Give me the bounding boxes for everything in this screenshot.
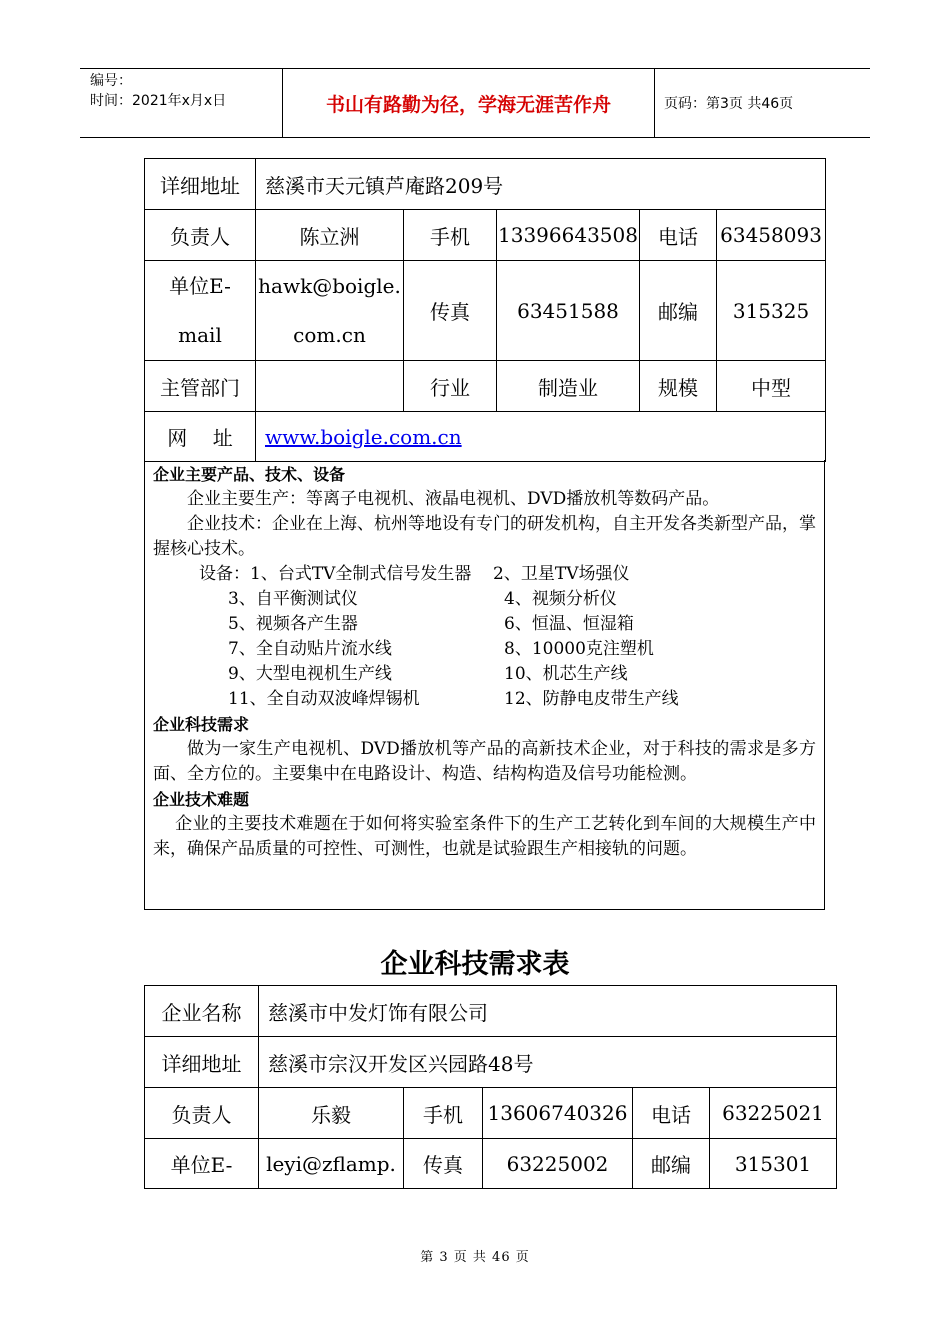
equipment-item: 6、恒温、恒湿箱 <box>504 614 634 634</box>
company-name-label: 企业名称 <box>145 986 259 1037</box>
number-label: 编号： <box>90 73 132 89</box>
scale-value: 中型 <box>717 361 826 412</box>
fax-value: 63225002 <box>483 1139 633 1189</box>
equipment-item: 12、防静电皮带生产线 <box>504 689 679 709</box>
zip-value: 315325 <box>717 261 826 361</box>
mobile-label: 手机 <box>404 210 497 261</box>
equipment-row <box>228 687 816 712</box>
email-value-line1: hawk@boigle. <box>258 273 401 298</box>
equipment-item: 9、大型电视机生产线 <box>228 664 392 684</box>
equipment-item: 8、10000克注塑机 <box>504 639 654 659</box>
industry-value: 制造业 <box>497 361 640 412</box>
equipment-list <box>153 587 816 712</box>
problems-paragraph: 企业的主要技术难题在于如何将实验室条件下的生产工艺转化到车间的大规模生产中来，确保产品质量的可控性、可测性，也就是试验跟生产相接轨的问题。 <box>153 814 816 859</box>
mobile-value: 13396643508 <box>497 210 640 261</box>
zip-value: 315301 <box>710 1139 837 1189</box>
contact-value: 陈立洲 <box>256 210 404 261</box>
header-meta <box>80 69 283 137</box>
section-heading-products: 企业主要产品、技术、设备 <box>153 465 346 484</box>
contact-label: 负责人 <box>145 1088 259 1139</box>
equipment-row <box>228 662 816 687</box>
form-title: 企业科技需求表 <box>380 949 570 980</box>
products-paragraph: 企业主要生产：等离子电视机、液晶电视机、DVD播放机等数码产品。 <box>187 489 720 509</box>
email-label-line2: mail <box>178 322 222 347</box>
website-link[interactable]: www.boigle.com.cn <box>265 424 462 449</box>
dept-label: 主管部门 <box>145 361 256 412</box>
equipment-row <box>228 587 816 612</box>
address-label: 详细地址 <box>145 159 256 210</box>
mobile-label: 手机 <box>404 1088 483 1139</box>
equipment-item: 11、全自动双波峰焊锡机 <box>228 689 420 709</box>
email-value-line2: com.cn <box>293 322 366 347</box>
email-label-line1: 单位E- <box>169 273 231 298</box>
section-heading-problems: 企业技术难题 <box>153 790 250 809</box>
time-label: 时间：2021年x月x日 <box>90 93 227 109</box>
company-name-value: 慈溪市中发灯饰有限公司 <box>259 986 837 1037</box>
equipment-row <box>228 637 816 662</box>
email-label: 单位E- <box>145 1139 259 1189</box>
equipment-item: 5、视频各产生器 <box>228 614 358 634</box>
equipment-item: 3、自平衡测试仪 <box>228 589 358 609</box>
address-value: 慈溪市天元镇芦庵路209号 <box>256 159 826 210</box>
fax-label: 传真 <box>404 1139 483 1189</box>
zip-label: 邮编 <box>633 1139 710 1189</box>
phone-label: 电话 <box>640 210 717 261</box>
contact-value: 乐毅 <box>259 1088 404 1139</box>
phone-value: 63458093 <box>717 210 826 261</box>
phone-label: 电话 <box>633 1088 710 1139</box>
equipment-row <box>228 612 816 637</box>
website-label: 网 址 <box>145 412 256 462</box>
email-value: leyi@zflamp. <box>259 1139 404 1189</box>
technology-paragraph: 企业技术：企业在上海、杭州等地设有专门的研发机构，自主开发各类新型产品，掌握核心技术。 <box>153 514 816 559</box>
page-header <box>80 68 870 138</box>
email-label <box>145 261 256 361</box>
header-motto: 书山有路勤为径，学海无涯苦作舟 <box>283 69 655 137</box>
phone-value: 63225021 <box>710 1088 837 1139</box>
section-heading-needs: 企业科技需求 <box>153 715 250 734</box>
scale-label: 规模 <box>640 361 717 412</box>
contact-label: 负责人 <box>145 210 256 261</box>
address-label: 详细地址 <box>145 1037 259 1088</box>
website-cell <box>256 412 826 462</box>
zip-label: 邮编 <box>640 261 717 361</box>
industry-label: 行业 <box>404 361 497 412</box>
address-value: 慈溪市宗汉开发区兴园路48号 <box>259 1037 837 1088</box>
fax-value: 63451588 <box>497 261 640 361</box>
mobile-value: 13606740326 <box>483 1088 633 1139</box>
equipment-intro: 设备：1、台式TV全制式信号发生器 2、卫星TV场强仪 <box>199 564 630 584</box>
equipment-item: 4、视频分析仪 <box>504 589 617 609</box>
company-info-table-2 <box>144 985 837 1189</box>
company-info-table-1 <box>144 158 826 462</box>
equipment-item: 10、机芯生产线 <box>504 664 628 684</box>
page-footer: 第 3 页 共 46 页 <box>420 1250 530 1265</box>
needs-paragraph: 做为一家生产电视机、DVD播放机等产品的高新技术企业，对于科技的需求是多方面、全方位的。主要集中在电路设计、构造、结构构造及信号功能检测。 <box>153 739 816 784</box>
equipment-item: 7、全自动贴片流水线 <box>228 639 392 659</box>
header-page-info: 页码：第3页 共46页 <box>664 96 794 112</box>
email-value <box>256 261 404 361</box>
dept-value <box>256 361 404 412</box>
company-description <box>144 460 825 910</box>
fax-label: 传真 <box>404 261 497 361</box>
